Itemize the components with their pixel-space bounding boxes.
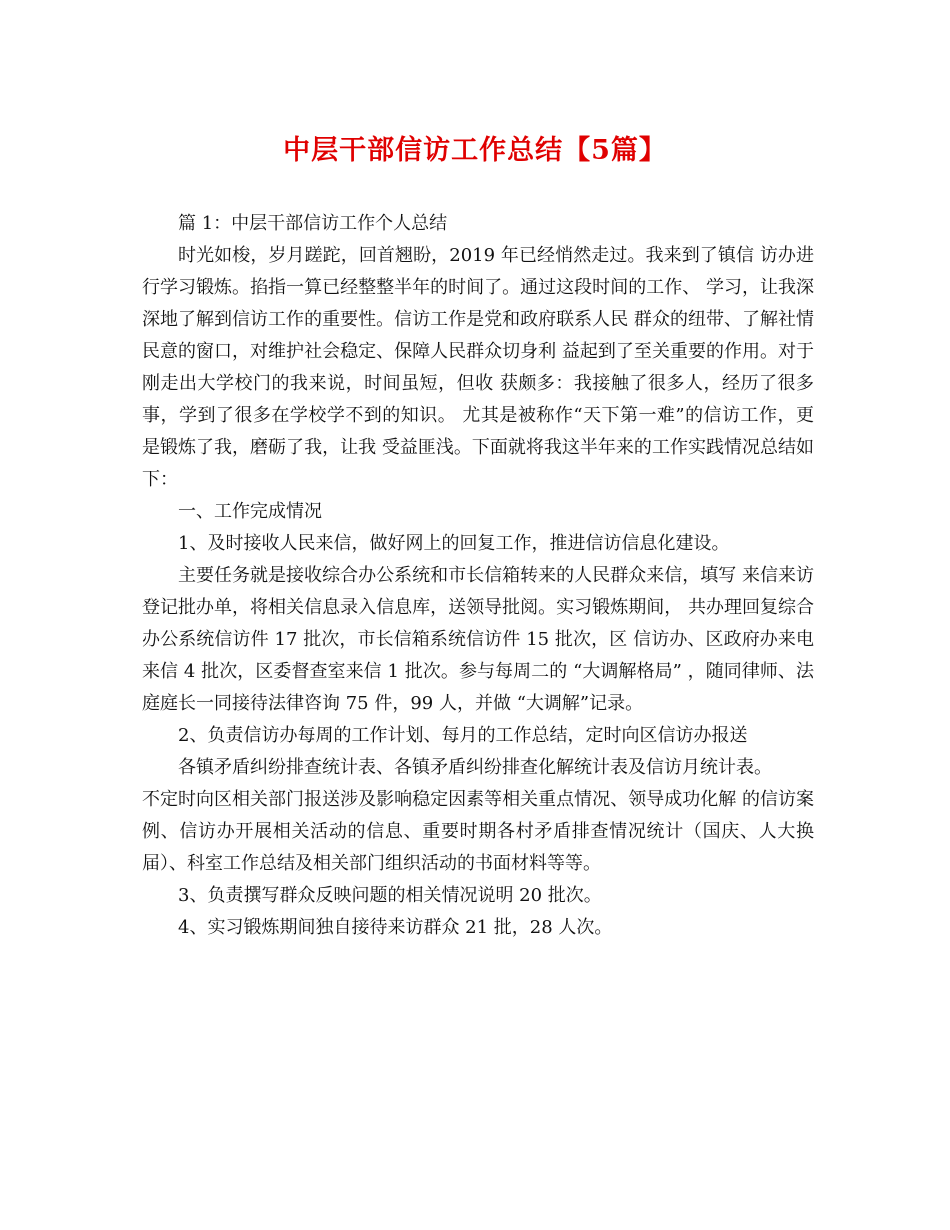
document-body: [142, 208, 814, 944]
paragraph: 不定时向区相关部门报送涉及影响稳定因素等相关重点情况、领导成功化解 的信访案例、信访办开展相关活动的信息、重要时期各村矛盾排查情况统计（国庆、人大换届）、科室工作总结及相关部门组织活动的书面材料等等。: [142, 789, 814, 874]
paragraph: 各镇矛盾纠纷排查统计表、各镇矛盾纠纷排查化解统计表及信访月统计表。: [178, 757, 772, 778]
paragraph: 2、负责信访办每周的工作计划、每月的工作总结，定时向区信访办报送: [178, 725, 748, 746]
section-heading: 一、工作完成情况: [178, 501, 322, 522]
document-title: 中层干部信访工作总结【5篇】: [283, 135, 667, 166]
paragraph: 篇 1：中层干部信访工作个人总结: [178, 213, 448, 234]
paragraph: 4、实习锻炼期间独自接待来访群众 21 批，28 人次。: [178, 917, 613, 938]
paragraph: 3、负责撰写群众反映问题的相关情况说明 20 批次。: [178, 885, 602, 906]
paragraph: 时光如梭，岁月蹉跎，回首翘盼，2019 年已经悄然走过。我来到了镇信 访办进行学习锻炼。掐指一算已经整整半年的时间了。通过这段时间的工作、 学习，让我深深地了解到信访工作的重要性。信访工作是党和政府联系人民 群众的纽带、了解社情民意的窗口，对维护社会稳定、保障人民群众切身利 益起到了至关重要的作用。对于刚走出大学校门的我来说，时间虽短，但收 获颇多：我接触了很多人，经历了很多事，学到了很多在学校学不到的知识。 尤其是被称作“天下第一难”的信访工作，更是锻炼了我，磨砺了我，让我 受益匪浅。下面就将我这半年来的工作实践情况总结如下：: [142, 245, 814, 490]
paragraph: 主要任务就是接收综合办公系统和市长信箱转来的人民群众来信，填写 来信来访登记批办单，将相关信息录入信息库，送领导批阅。实习锻炼期间， 共办理回复综合办公系统信访件 17 批次，市长信箱系统信访件 15 批次，区 信访办、区政府办来电来信 4 批次，区委督查室来信 1 批次。参与每周二的 “大调解格局” ，随同律师、法庭庭长一同接待法律咨询 75 件，99 人，并做 “大调解”记录。: [142, 565, 814, 714]
paragraph: 1、及时接收人民来信，做好网上的回复工作，推进信访信息化建设。: [178, 533, 730, 554]
